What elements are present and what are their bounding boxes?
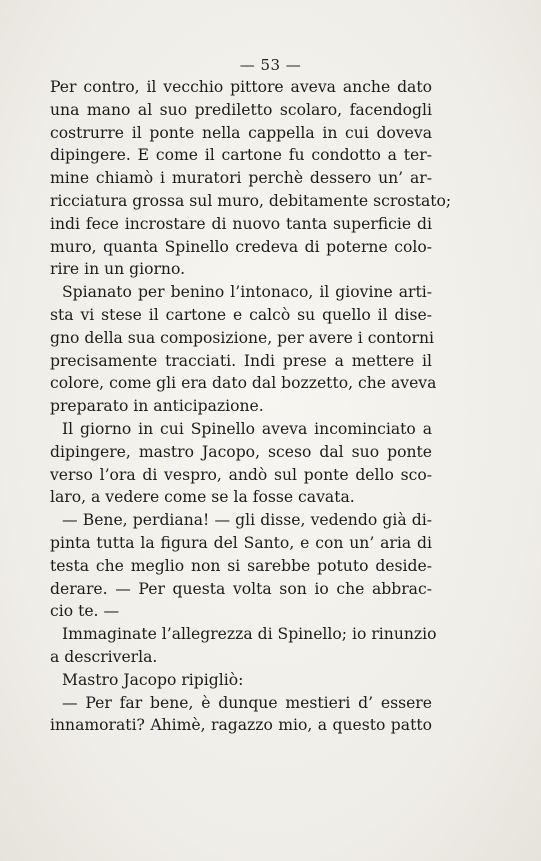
body-text (50, 76, 452, 737)
page-number: — 53 — (239, 56, 302, 74)
text-line: testa che meglio non si sarebbe potuto deside- (50, 556, 432, 575)
text-line: rire in un giorno. (50, 260, 186, 279)
text-line: muro, quanta Spinello credeva di poterne colo- (50, 237, 432, 256)
text-line: derare. — Per questa volta son io che abbrac- (50, 579, 432, 598)
text-line: — Per far bene, è dunque mestieri d’ essere (62, 693, 432, 712)
text-line: Per contro, il vecchio pittore aveva anche dato (50, 78, 432, 96)
text-line: ricciatura grossa sul muro, debitamente scrostato; (50, 191, 452, 210)
text-line: laro, a vedere come se la fosse cavata. (50, 488, 355, 507)
text-line: verso l’ora di vespro, andò sul ponte dello sco- (50, 465, 432, 484)
text-line: costrurre il ponte nella cappella in cui doveva (50, 123, 432, 142)
text-line: dipingere, mastro Jacopo, sceso dal suo ponte (50, 442, 432, 461)
text-line: dipingere. E come il cartone fu condotto a ter- (50, 146, 432, 165)
text-line: precisamente tracciati. Indi prese a mettere il (50, 351, 432, 370)
text-line: mine chiamò i muratori perchè dessero un’ ar- (50, 169, 432, 188)
text-line: Mastro Jacopo ripigliò: (62, 670, 244, 689)
text-line: innamorati? Ahimè, ragazzo mio, a questo patto (50, 716, 432, 735)
text-line: Immaginate l’allegrezza di Spinello; io rinunzio (62, 625, 437, 644)
text-line: gno della sua composizione, per avere i contorni (50, 328, 434, 347)
text-line: colore, come gli era dato dal bozzetto, che aveva (50, 374, 437, 393)
text-line: Spianato per benino l’intonaco, il giovine arti- (62, 283, 432, 302)
text-line: una mano al suo prediletto scolaro, facendogli (50, 100, 432, 119)
text-line: preparato in anticipazione. (50, 397, 264, 416)
text-line: pinta tutta la figura del Santo, e con un’ aria di (50, 533, 432, 552)
text-line: indi fece incrostare di nuovo tanta superficie di (50, 214, 432, 233)
text-line: — Bene, perdiana! — gli disse, vedendo già di- (62, 511, 432, 530)
text-line: a descriverla. (50, 647, 158, 666)
text-line: Il giorno in cui Spinello aveva incominciato a (62, 419, 432, 438)
text-line: cio te. — (50, 602, 120, 621)
text-line: sta vi stese il cartone e calcò su quello il dise- (50, 305, 432, 324)
